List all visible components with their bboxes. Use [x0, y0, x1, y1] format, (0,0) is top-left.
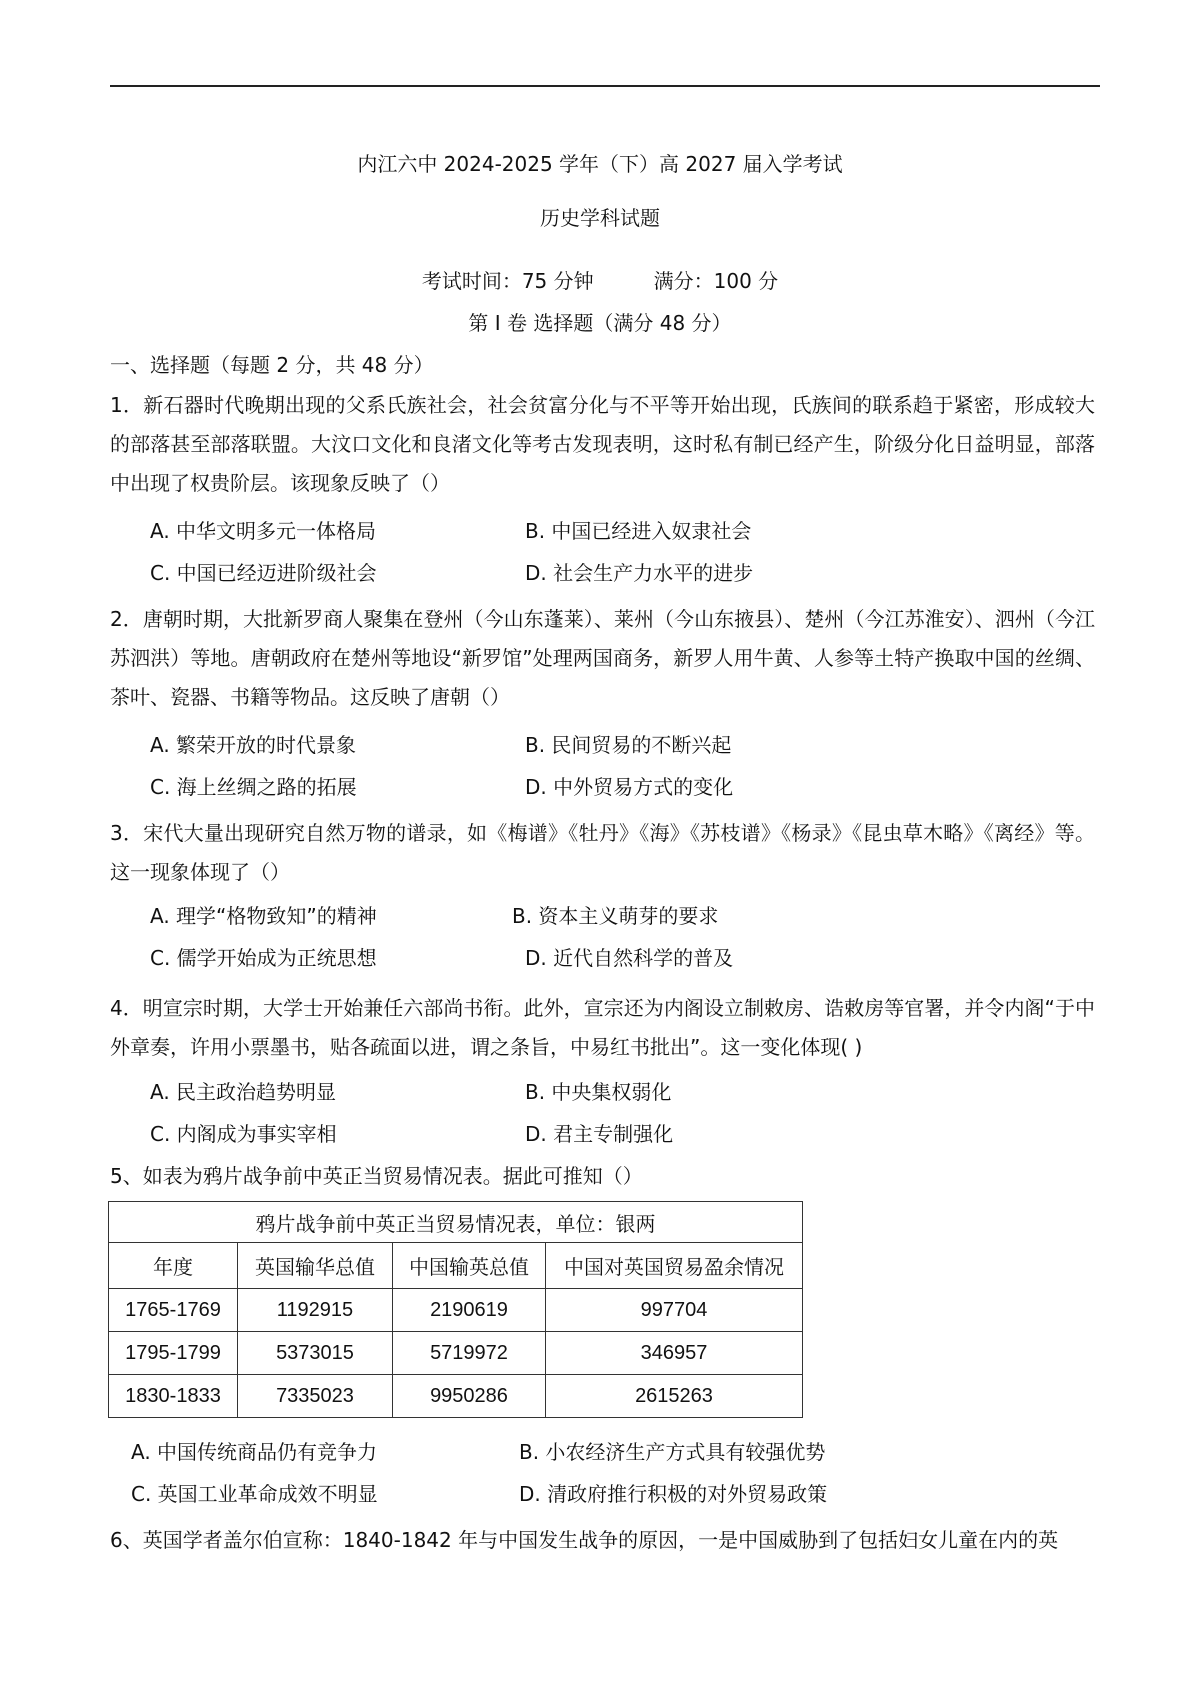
option-c: C. 英国工业革命成效不明显 [131, 1482, 378, 1506]
table-row [109, 1375, 803, 1418]
exam-time: 考试时间：75 分钟 [421, 269, 594, 293]
option-a: A. 理学“格物致知”的精神 [150, 904, 377, 928]
option-b: B. 中国已经进入奴隶社会 [525, 519, 752, 543]
section-heading: 一、选择题（每题 2 分，共 48 分） [110, 353, 434, 377]
table-cell: 346957 [546, 1332, 803, 1375]
option-c: C. 内阁成为事实宰相 [150, 1122, 337, 1146]
table-header: 年度 [109, 1243, 238, 1289]
exam-info [0, 265, 1200, 294]
option-b: B. 民间贸易的不断兴起 [525, 733, 732, 757]
table-cell: 9950286 [393, 1375, 546, 1418]
question-1-options [150, 515, 850, 599]
table-cell: 1192915 [238, 1289, 393, 1332]
option-d: D. 社会生产力水平的进步 [525, 561, 754, 585]
exam-subtitle: 历史学科试题 [540, 206, 660, 230]
option-d: D. 近代自然科学的普及 [525, 946, 734, 970]
question-2: 2．唐朝时期，大批新罗商人聚集在登州（今山东蓬莱）、莱州（今山东掖县）、楚州（今江苏淮安）、泗州（今江苏泗洪）等地。唐朝政府在楚州等地设“新罗馆”处理两国商务，新罗人用牛黄、人参等土特产换取中国的丝绸、茶叶、瓷器、书籍等物品。这反映了唐朝（） [110, 607, 1095, 709]
question-4-options [150, 1076, 850, 1160]
option-b: B. 资本主义萌芽的要求 [512, 904, 719, 928]
table-row [109, 1289, 803, 1332]
table-cell: 2190619 [393, 1289, 546, 1332]
question-5-options [131, 1436, 831, 1520]
question-3: 3．宋代大量出现研究自然万物的谱录，如《梅谱》《牡丹》《海》《苏枝谱》《杨录》《昆虫草木略》《离经》等。这一现象体现了（） [110, 821, 1095, 884]
question-5: 5、如表为鸦片战争前中英正当贸易情况表。据此可推知（） [110, 1164, 643, 1188]
exam-score: 满分：100 分 [653, 269, 779, 293]
table-header: 中国对英国贸易盈余情况 [546, 1243, 803, 1289]
option-b: B. 中央集权弱化 [525, 1080, 672, 1104]
question-1: 1．新石器时代晚期出现的父系氏族社会，社会贫富分化与不平等开始出现，氏族间的联系趋于紧密，形成较大的部落甚至部落联盟。大汶口文化和良渚文化等考古发现表明，这时私有制已经产生，阶级分化日益明显，部落中出现了权贵阶层。该现象反映了（） [110, 393, 1095, 495]
table-row [109, 1332, 803, 1375]
table-cell: 1765-1769 [109, 1289, 238, 1332]
option-c: C. 中国已经迈进阶级社会 [150, 561, 377, 585]
top-rule [110, 85, 1100, 87]
option-d: D. 清政府推行积极的对外贸易政策 [519, 1482, 828, 1506]
option-d: D. 君主专制强化 [525, 1122, 674, 1146]
trade-table [108, 1201, 803, 1418]
table-caption: 鸦片战争前中英正当贸易情况表，单位：银两 [109, 1202, 803, 1243]
table-cell: 2615263 [546, 1375, 803, 1418]
question-2-options [150, 729, 850, 813]
table-header: 英国输华总值 [238, 1243, 393, 1289]
option-a: A. 繁荣开放的时代景象 [150, 733, 357, 757]
option-d: D. 中外贸易方式的变化 [525, 775, 734, 799]
table-cell: 7335023 [238, 1375, 393, 1418]
question-6: 6、英国学者盖尔伯宣称：1840-1842 年与中国发生战争的原因，一是中国威胁到了包括妇女儿童在内的英 [110, 1528, 1059, 1552]
option-a: A. 民主政治趋势明显 [150, 1080, 337, 1104]
option-c: C. 海上丝绸之路的拓展 [150, 775, 357, 799]
table-cell: 5719972 [393, 1332, 546, 1375]
table-cell: 1830-1833 [109, 1375, 238, 1418]
table-cell: 5373015 [238, 1332, 393, 1375]
exam-title: 内江六中 2024-2025 学年（下）高 2027 届入学考试 [357, 152, 843, 176]
table-header: 中国输英总值 [393, 1243, 546, 1289]
option-c: C. 儒学开始成为正统思想 [150, 946, 377, 970]
table-cell: 997704 [546, 1289, 803, 1332]
table-cell: 1795-1799 [109, 1332, 238, 1375]
option-b: B. 小农经济生产方式具有较强优势 [519, 1440, 826, 1464]
option-a: A. 中国传统商品仍有竞争力 [131, 1440, 378, 1464]
option-a: A. 中华文明多元一体格局 [150, 519, 377, 543]
volume-heading: 第 I 卷 选择题（满分 48 分） [468, 311, 732, 335]
question-3-options [150, 900, 850, 984]
question-4: 4．明宣宗时期，大学士开始兼任六部尚书衔。此外，宣宗还为内阁设立制敕房、诰敕房等官署，并令内阁“于中外章奏，许用小票墨书，贴各疏面以进，谓之条旨，中易红书批出”。这一变化体现( ) [110, 996, 1095, 1059]
